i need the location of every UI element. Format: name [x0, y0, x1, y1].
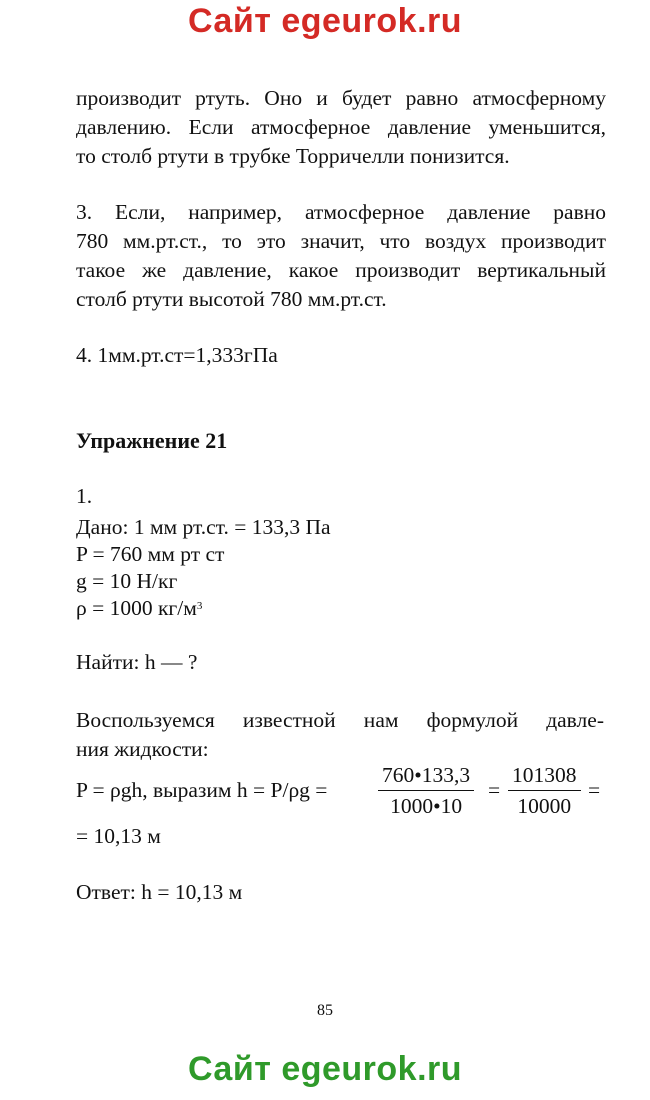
given-line: g = 10 Н/кг: [76, 569, 178, 593]
site-header-watermark: Сайт egeurok.ru: [187, 2, 463, 40]
fraction-2: [508, 760, 581, 821]
text-line: ния жидкости:: [76, 737, 209, 761]
formula-result: = 10,13 м: [76, 824, 161, 848]
answer-line: Ответ: h = 10,13 м: [76, 880, 243, 904]
superscript: 3: [196, 600, 203, 612]
text-line: 3. Если, например, атмосферное давление равно: [76, 200, 606, 224]
text-line: то столб ртути в трубке Торричелли понизится.: [76, 144, 510, 168]
site-footer-watermark: Сайт egeurok.ru: [187, 1050, 463, 1088]
given-block: [76, 514, 331, 622]
given-line: ρ = 1000 кг/м: [76, 596, 197, 620]
page-number: 85: [317, 1002, 333, 1019]
text-line: 4. 1мм.рт.ст=1,333гПа: [76, 343, 278, 367]
text-line: такое же давление, какое производит вертикальный: [76, 258, 606, 282]
text-line: 780 мм.рт.ст., то это значит, что воздух производит: [76, 229, 606, 253]
given-line: P = 760 мм рт ст: [76, 542, 225, 566]
given-line: Дано: 1 мм рт.ст. = 133,3 Па: [76, 515, 331, 539]
equals-sign: =: [488, 778, 501, 802]
exercise-title: Упражнение 21: [76, 428, 228, 453]
fraction-1-denominator: 1000•10: [390, 794, 463, 818]
equals-sign: =: [588, 778, 601, 802]
text-line: столб ртути высотой 780 мм.рт.ст.: [76, 287, 387, 311]
exercise-number: 1.: [76, 484, 93, 508]
text-line: производит ртуть. Оно и будет равно атмосферному: [76, 86, 606, 110]
formula-intro: [76, 706, 604, 764]
fraction-2-numerator: 101308: [508, 760, 581, 791]
text-line: Воспользуемся известной нам формулой давле-: [76, 708, 604, 732]
text-line: давлению. Если атмосферное давление уменьшится,: [76, 115, 606, 139]
formula-lead: P = ρgh, выразим h = P/ρg =: [76, 778, 328, 802]
fraction-1: [378, 760, 474, 821]
item-4: [76, 341, 606, 370]
find-line: Найти: h — ?: [76, 650, 198, 674]
fraction-2-denominator: 10000: [517, 794, 572, 818]
paragraph-continuation: [76, 84, 606, 171]
paragraph-item-3: [76, 198, 606, 314]
fraction-1-numerator: 760•133,3: [378, 760, 474, 791]
given-line-density: [76, 595, 331, 622]
